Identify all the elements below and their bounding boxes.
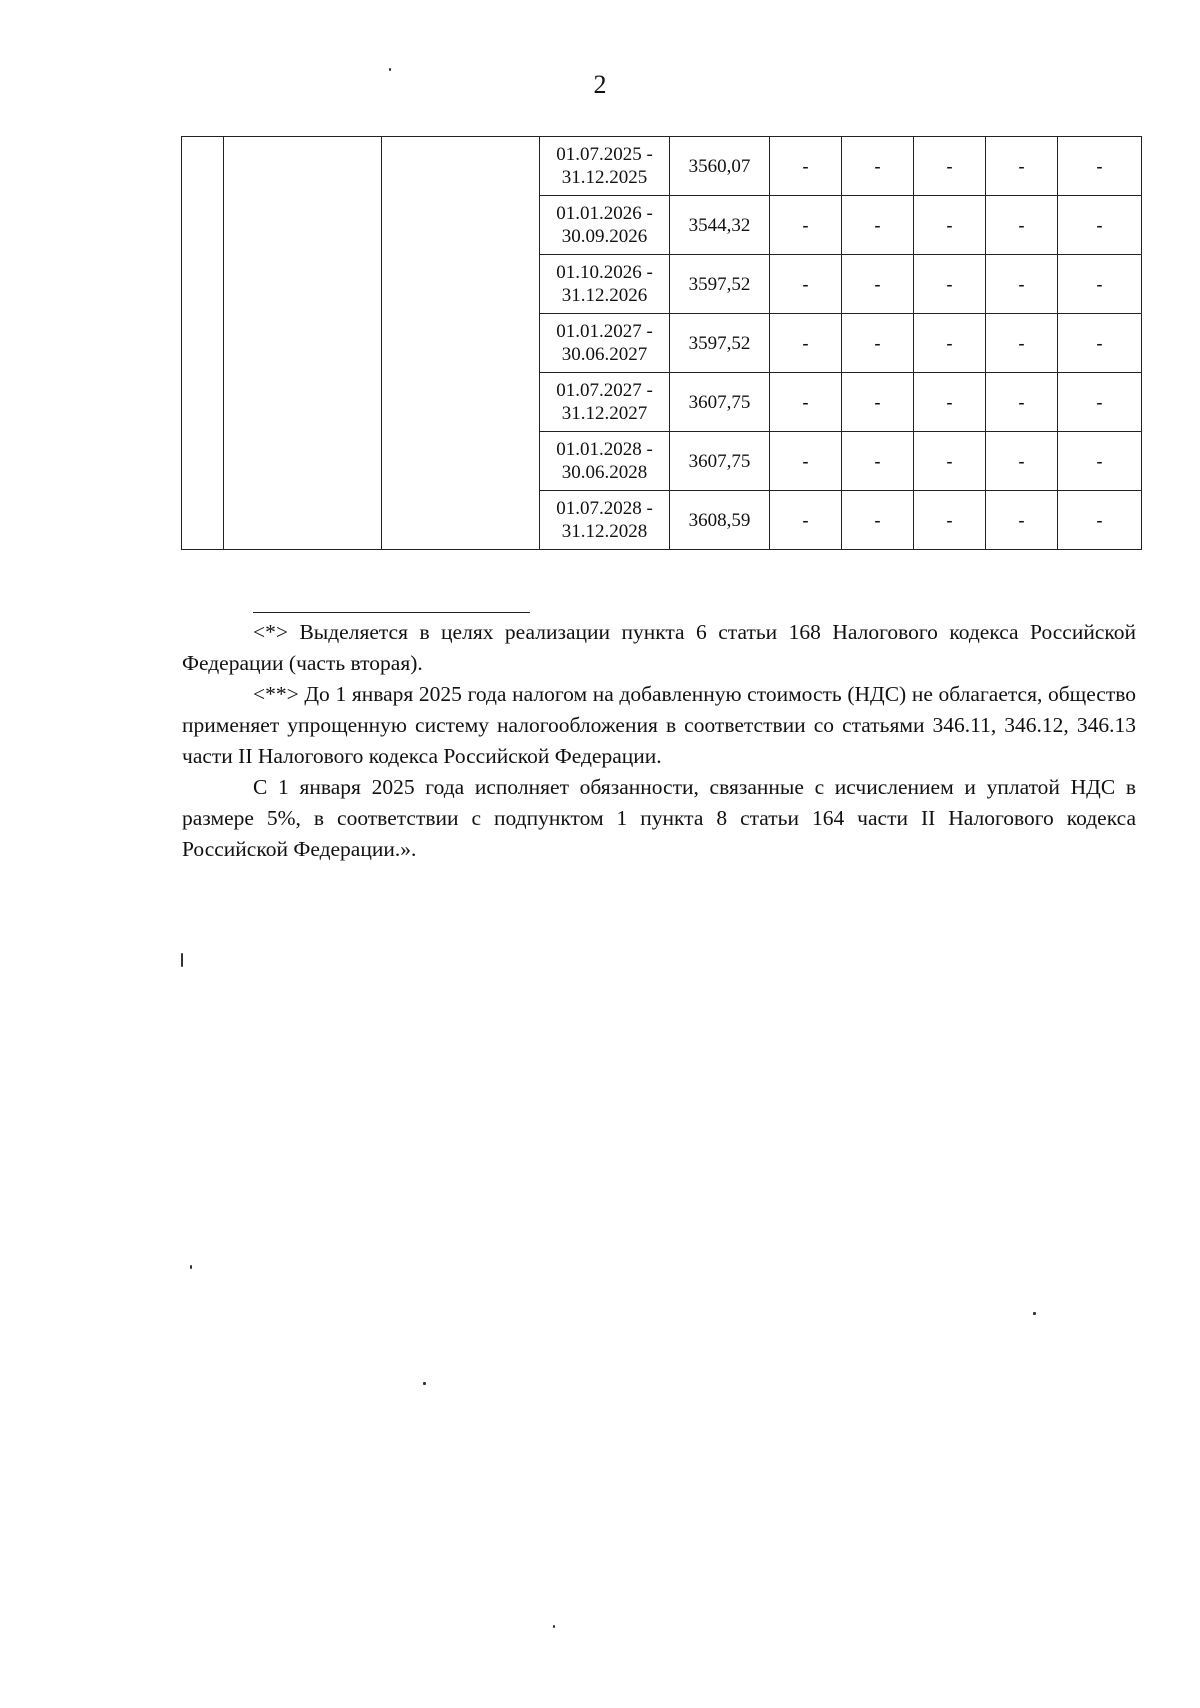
tariff-value: 3607,75 (670, 432, 770, 491)
dash-cell: - (1058, 255, 1142, 314)
scan-speck (423, 1382, 426, 1385)
tariff-value: 3560,07 (670, 137, 770, 196)
tariff-value: 3607,75 (670, 373, 770, 432)
period-end: 31.12.2026 (561, 285, 648, 306)
dash-cell: - (770, 196, 842, 255)
period-end: 30.06.2028 (561, 462, 648, 483)
period-start: 01.01.2026 - (556, 203, 653, 224)
dash-cell: - (770, 255, 842, 314)
period-end: 30.06.2027 (561, 344, 648, 365)
scan-speck (389, 68, 391, 71)
dash-cell: - (914, 314, 986, 373)
dash-cell: - (986, 196, 1058, 255)
dash-cell: - (842, 255, 914, 314)
period-start: 01.01.2027 - (556, 321, 653, 342)
dash-cell: - (1058, 373, 1142, 432)
period-end: 30.09.2026 (561, 226, 648, 247)
dash-cell: - (914, 491, 986, 550)
dash-cell: - (914, 137, 986, 196)
tariff-value: 3597,52 (670, 255, 770, 314)
period-cell (540, 196, 670, 255)
dash-cell: - (770, 137, 842, 196)
dash-cell: - (986, 137, 1058, 196)
dash-cell: - (1058, 491, 1142, 550)
table-row (182, 137, 1142, 196)
dash-cell: - (1058, 432, 1142, 491)
tariff-value: 3608,59 (670, 491, 770, 550)
dash-cell: - (986, 314, 1058, 373)
dash-cell: - (914, 255, 986, 314)
period-cell (540, 137, 670, 196)
dash-cell: - (770, 373, 842, 432)
period-end: 31.12.2025 (561, 167, 648, 188)
merged-cell-2 (224, 137, 382, 550)
dash-cell: - (770, 432, 842, 491)
footnote-1: <*> Выделяется в целях реализации пункта 6 статьи 168 Налогового кодекса Российской Федерации (часть вторая). (182, 620, 1136, 675)
tariff-value: 3597,52 (670, 314, 770, 373)
dash-cell: - (842, 373, 914, 432)
period-cell (540, 373, 670, 432)
period-end: 31.12.2028 (561, 521, 648, 542)
period-start: 01.07.2027 - (556, 380, 653, 401)
dash-cell: - (986, 491, 1058, 550)
period-cell (540, 255, 670, 314)
merged-cell-3 (382, 137, 540, 550)
period-start: 01.01.2028 - (556, 439, 653, 460)
merged-cell-1 (182, 137, 224, 550)
dash-cell: - (770, 314, 842, 373)
scan-speck (181, 953, 183, 967)
footnote-3: С 1 января 2025 года исполняет обязанности, связанные с исчислением и уплатой НДС в размере 5%, в соответствии с подпунктом 1 пункта 8 статьи 164 части II Налогового кодекса Российской Федерации.». (182, 775, 1136, 861)
dash-cell: - (986, 432, 1058, 491)
dash-cell: - (914, 373, 986, 432)
period-start: 01.07.2028 - (556, 498, 653, 519)
period-cell (540, 432, 670, 491)
page-number: 2 (593, 70, 607, 99)
dash-cell: - (1058, 314, 1142, 373)
period-start: 01.10.2026 - (556, 262, 653, 283)
scan-speck (190, 1265, 192, 1269)
scan-speck (1033, 1312, 1036, 1315)
dash-cell: - (914, 432, 986, 491)
dash-cell: - (842, 432, 914, 491)
dash-cell: - (842, 137, 914, 196)
dash-cell: - (1058, 137, 1142, 196)
dash-cell: - (842, 491, 914, 550)
scan-speck (553, 1625, 555, 1628)
period-cell (540, 491, 670, 550)
period-start: 01.07.2025 - (556, 144, 653, 165)
dash-cell: - (770, 491, 842, 550)
footnote-2: <**> До 1 января 2025 года налогом на добавленную стоимость (НДС) не облагается, общество применяет упрощенную систему налогообложения в соответствии со статьями 346.11, 346.12, 346.13 части II Налогового кодекса Российской Федерации. (182, 682, 1136, 768)
period-cell (540, 314, 670, 373)
dash-cell: - (986, 255, 1058, 314)
dash-cell: - (986, 373, 1058, 432)
footnotes (182, 617, 1136, 865)
dash-cell: - (842, 196, 914, 255)
period-end: 31.12.2027 (561, 403, 648, 424)
tariff-value: 3544,32 (670, 196, 770, 255)
table-body (182, 137, 1142, 550)
footnote-separator (253, 612, 530, 613)
dash-cell: - (1058, 196, 1142, 255)
dash-cell: - (842, 314, 914, 373)
dash-cell: - (914, 196, 986, 255)
tariff-table (181, 136, 1142, 550)
